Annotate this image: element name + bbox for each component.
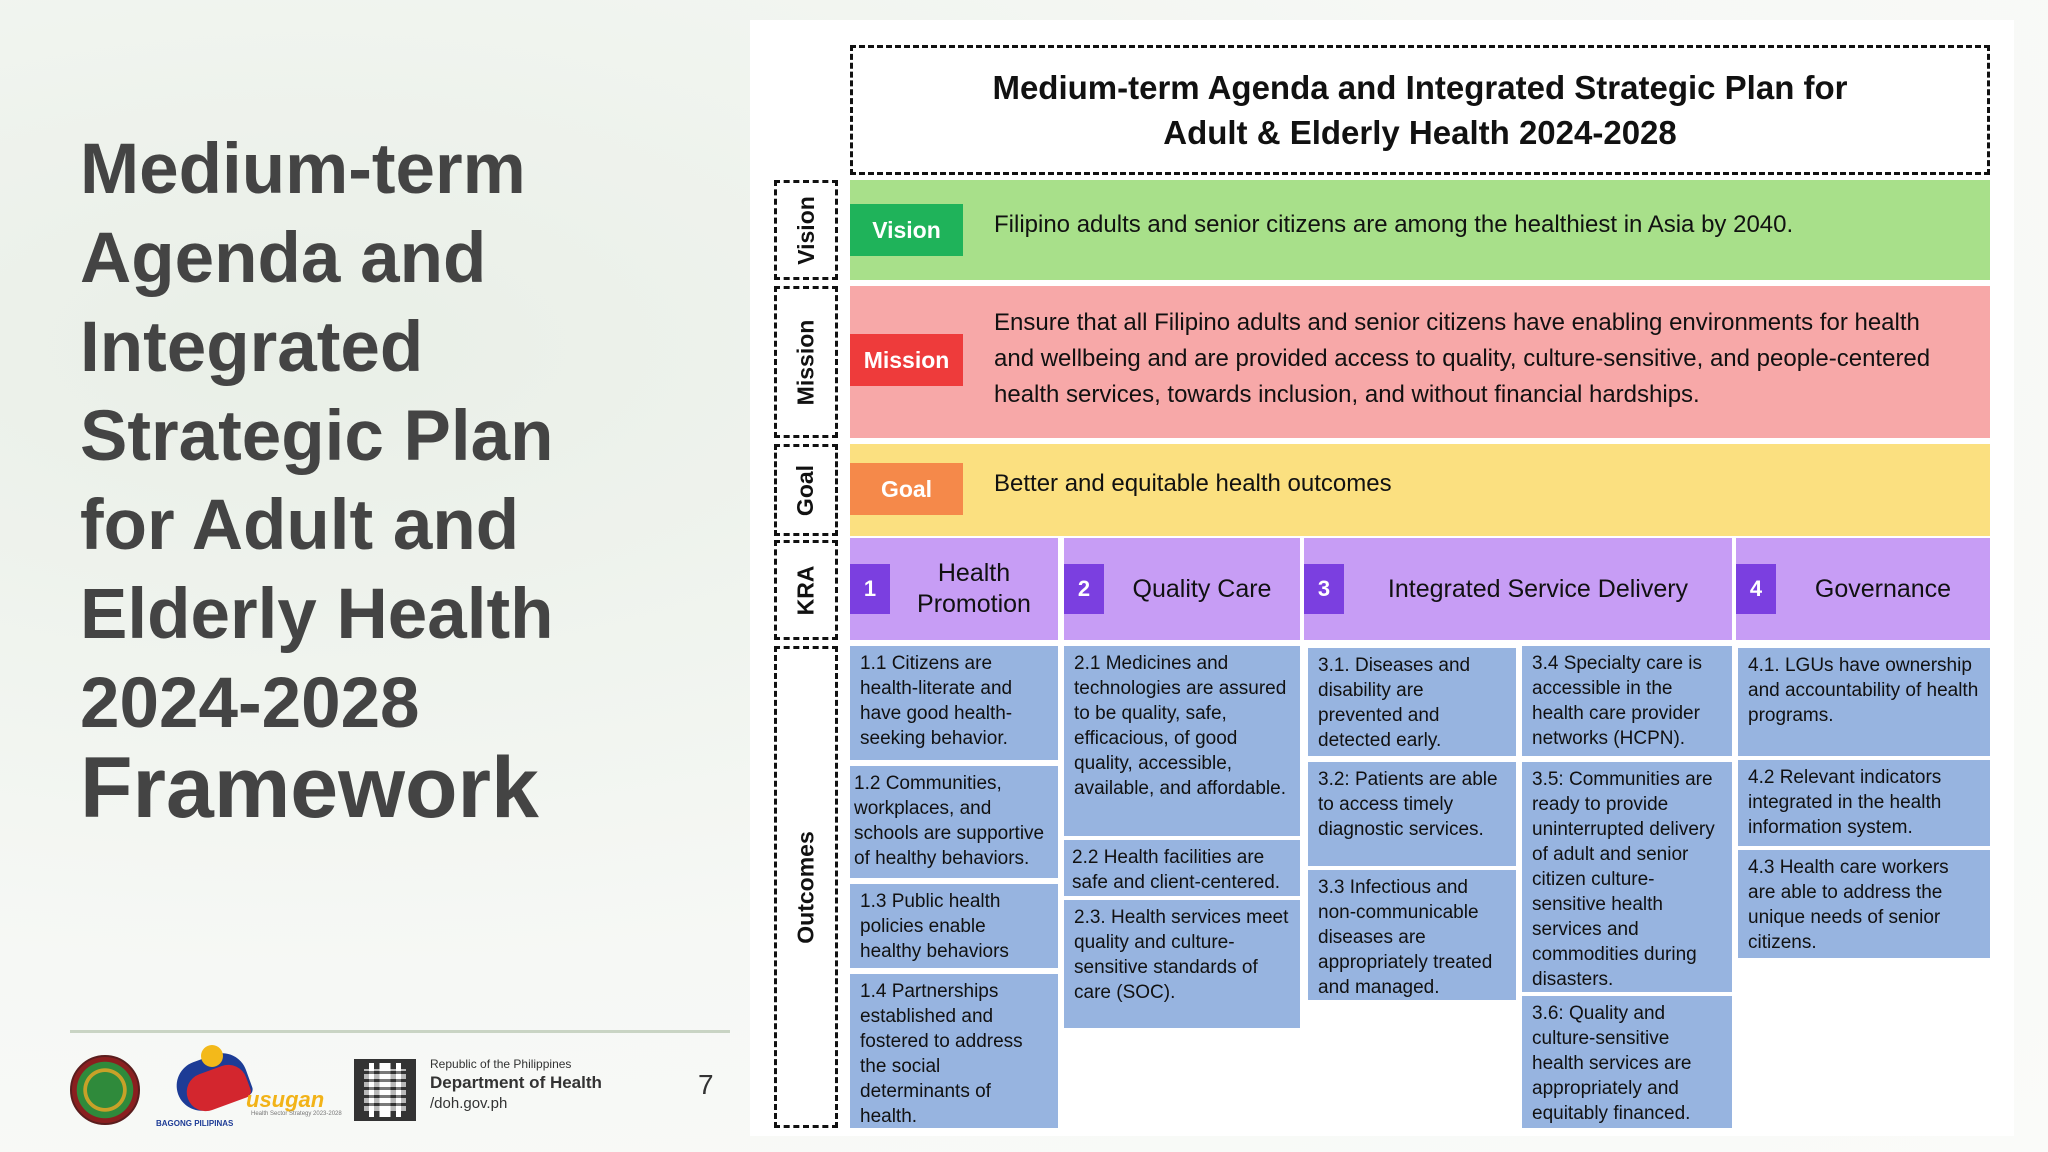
- title-line: Integrated: [80, 308, 424, 387]
- outcome-1-2: 1.2 Communities, workplaces, and schools are supportive of healthy behaviors.: [850, 766, 1058, 878]
- department-label: Department of Health: [430, 1073, 602, 1092]
- doh-seal-logo: [70, 1055, 140, 1125]
- vision-tag: Vision: [850, 204, 963, 256]
- side-label-kra: [774, 540, 838, 640]
- qr-code-icon: [354, 1059, 416, 1121]
- outcome-2-1: 2.1 Medicines and technologies are assured to be quality, safe, efficacious, of good quality, accessible, available, and affordable.: [1064, 646, 1300, 836]
- title-line: Agenda and: [80, 219, 487, 298]
- framework-title: Medium-term Agenda and Integrated Strategic Plan for Adult & Elderly Health 2024-2028: [992, 69, 1848, 151]
- kra-health-promotion: [850, 538, 1058, 640]
- mission-text: Ensure that all Filipino adults and senior citizens have enabling environments for health and wellbeing and are provided access to quality, culture-sensitive, and people-centered health services, towards inclusion, and without financial hardships.: [994, 309, 1931, 408]
- doh-url: /doh.gov.ph: [430, 1095, 508, 1112]
- republic-label: Republic of the Philippines: [430, 1057, 572, 1071]
- outcome-2-2: 2.2 Health facilities are safe and client-centered.: [1064, 840, 1300, 896]
- logo-word: usugan: [246, 1087, 325, 1112]
- outcome-4-1: 4.1. LGUs have ownership and accountability of health programs.: [1738, 648, 1990, 756]
- outcome-3-4: 3.4 Specialty care is accessible in the health care provider networks (HCPN).: [1522, 646, 1732, 756]
- outcome-3-3: 3.3 Infectious and non-communicable diseases are appropriately treated and managed.: [1308, 870, 1516, 1000]
- title-line-framework: Framework: [80, 740, 539, 836]
- kra-label: Health Promotion: [917, 559, 1031, 618]
- goal-tag: Goal: [850, 463, 963, 515]
- outcome-1-4: 1.4 Partnerships established and fostered to address the social determinants of health.: [850, 974, 1058, 1128]
- title-line: for Adult and: [80, 486, 520, 565]
- footer-divider: [70, 1030, 730, 1033]
- side-label-text: Vision: [792, 195, 819, 265]
- outcome-1-3: 1.3 Public health policies enable healthy behaviors: [850, 884, 1058, 968]
- title-line: Elderly Health: [80, 575, 554, 654]
- slide-title: [80, 125, 740, 836]
- side-label-mission: [774, 286, 838, 438]
- side-label-text: Mission: [792, 319, 819, 405]
- kra-label: Quality Care: [1132, 574, 1272, 603]
- kra-integrated-service-delivery: [1304, 538, 1732, 640]
- outcome-4-3: 4.3 Health care workers are able to address the unique needs of senior citizens.: [1738, 850, 1990, 958]
- kra-number: 1: [850, 564, 890, 614]
- goal-text: Better and equitable health outcomes: [994, 470, 1392, 497]
- sun-icon: [201, 1045, 223, 1067]
- side-label-outcomes: [774, 646, 838, 1128]
- outcome-3-6: 3.6: Quality and culture-sensitive health services are appropriately and equitably financed.: [1522, 996, 1732, 1128]
- outcome-2-3: 2.3. Health services meet quality and culture-sensitive standards of care (SOC).: [1064, 900, 1300, 1028]
- kra-number: 4: [1736, 564, 1776, 614]
- kra-number: 2: [1064, 564, 1104, 614]
- goal-band: [850, 444, 1990, 536]
- page-number: 7: [698, 1069, 714, 1100]
- outcome-3-1: 3.1. Diseases and disability are prevented and detected early.: [1308, 648, 1516, 756]
- mission-band: [850, 286, 1990, 438]
- side-label-vision: [774, 180, 838, 280]
- side-label-text: Goal: [792, 464, 819, 516]
- kra-label: Governance: [1814, 574, 1952, 603]
- title-line: Medium-term: [80, 130, 526, 209]
- doh-info: [430, 1057, 660, 1112]
- outcome-4-2: 4.2 Relevant indicators integrated in the health information system.: [1738, 760, 1990, 846]
- side-label-text: Outcomes: [792, 830, 819, 944]
- kra-label: Integrated Service Delivery: [1387, 574, 1689, 603]
- kra-quality-care: [1064, 538, 1300, 640]
- footer: [68, 1045, 728, 1128]
- kra-governance: [1736, 538, 1990, 640]
- outcome-1-1: 1.1 Citizens are health-literate and have good health-seeking behavior.: [850, 646, 1058, 760]
- outcome-3-5: 3.5: Communities are ready to provide uninterrupted delivery of adult and senior citizen culture-sensitive health services and commodities during disasters.: [1522, 762, 1732, 992]
- vision-band: [850, 180, 1990, 280]
- kra-number: 3: [1304, 564, 1344, 614]
- framework-title-box: [850, 45, 1990, 175]
- outcome-3-2: 3.2: Patients are able to access timely diagnostic services.: [1308, 762, 1516, 866]
- logo-tag: BAGONG PILIPINAS: [156, 1119, 234, 1128]
- vision-text: Filipino adults and senior citizens are among the healthiest in Asia by 2040.: [994, 211, 1794, 238]
- title-line: Strategic Plan: [80, 397, 554, 476]
- bagong-pilipinas-logo: [156, 1045, 342, 1128]
- title-line: 2024-2028: [80, 664, 420, 743]
- side-label-goal: [774, 444, 838, 536]
- logo-subtag: Health Sector Strategy 2023-2028: [251, 1111, 342, 1117]
- mission-tag: Mission: [850, 334, 963, 386]
- side-label-text: KRA: [792, 565, 819, 615]
